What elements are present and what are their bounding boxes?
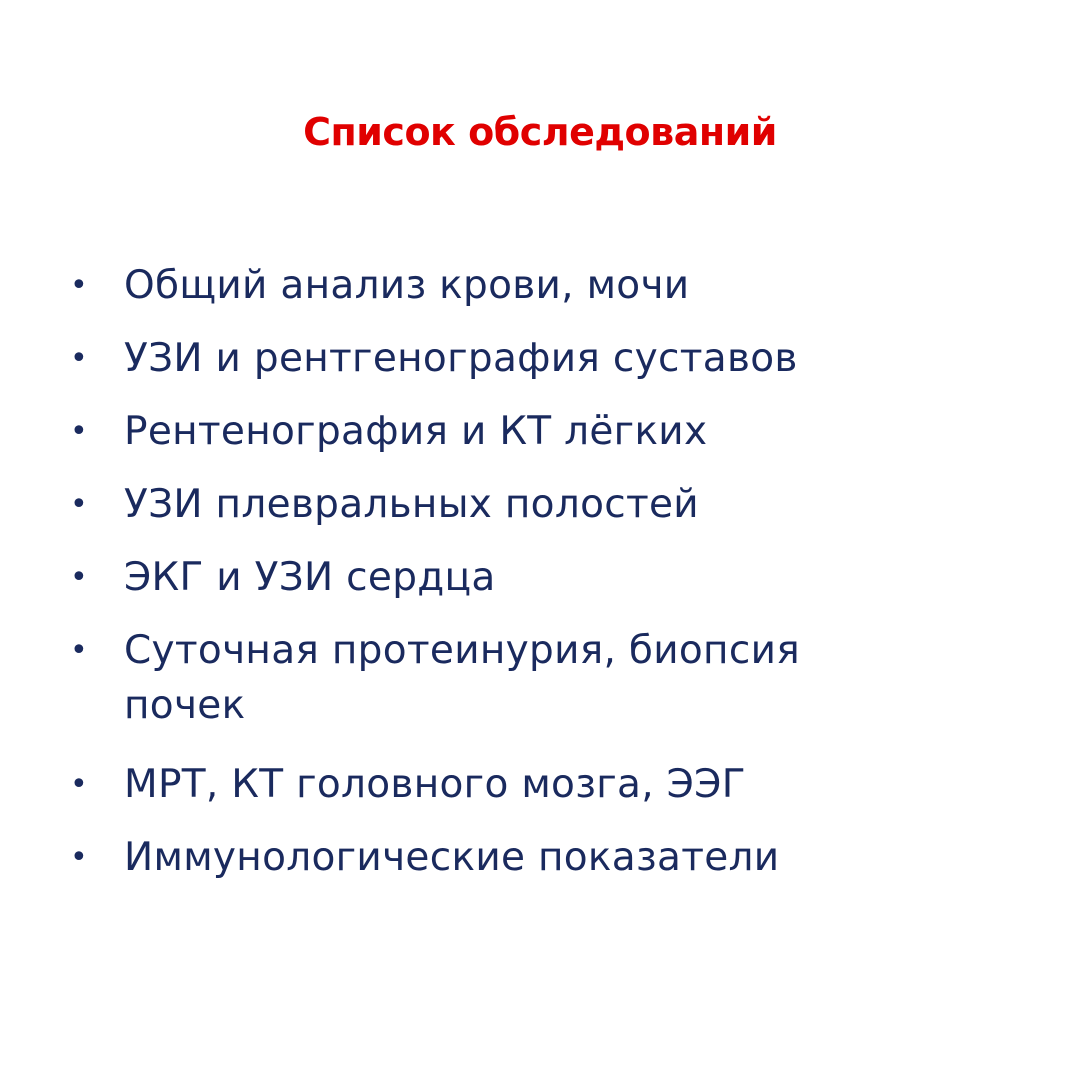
bullet-icon: •: [70, 487, 88, 522]
list-item-text-continuation: почек: [124, 683, 246, 728]
slide-title: Список обследований: [303, 110, 777, 154]
list-item-text: МРТ, КТ головного мозга, ЭЭГ: [124, 762, 746, 807]
bullet-icon: •: [70, 840, 88, 875]
list-item: [0, 830, 1080, 885]
list-item: [0, 477, 1080, 532]
list-item: [0, 404, 1080, 459]
bullet-icon: •: [70, 560, 88, 595]
list-item-text: Иммунологические показатели: [124, 835, 780, 880]
bullet-icon: •: [70, 414, 88, 449]
list-item-text: Суточная протеинурия, биопсия: [124, 628, 801, 673]
list-item-text: УЗИ и рентгенография суставов: [124, 336, 798, 381]
list-item-text: ЭКГ и УЗИ сердца: [124, 555, 496, 600]
list-item-text: УЗИ плевральных полостей: [124, 482, 699, 527]
list-item: [0, 550, 1080, 605]
list-item: [0, 623, 1080, 733]
bullet-icon: •: [70, 767, 88, 802]
list-item-text: Рентенография и КТ лёгких: [124, 409, 708, 454]
bullet-icon: •: [70, 633, 88, 668]
examinations-list: [0, 258, 1080, 903]
list-item: [0, 331, 1080, 386]
list-item: [0, 757, 1080, 812]
list-item: [0, 258, 1080, 313]
list-item-text: Общий анализ крови, мочи: [124, 263, 690, 308]
bullet-icon: •: [70, 268, 88, 303]
bullet-icon: •: [70, 341, 88, 376]
